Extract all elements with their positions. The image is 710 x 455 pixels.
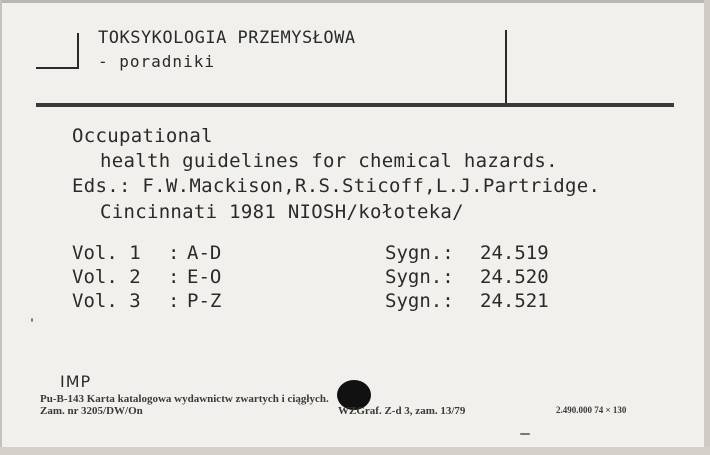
header-bracket-horizontal bbox=[36, 67, 78, 69]
volume-label: Vol. 1 bbox=[72, 242, 141, 264]
header-subtitle: - poradniki bbox=[98, 52, 215, 71]
volume-colon: : bbox=[168, 266, 180, 288]
signature-value: 24.521 bbox=[480, 290, 549, 312]
header-rule bbox=[36, 103, 674, 107]
volume-range: A-D bbox=[187, 242, 222, 264]
paper-mark bbox=[31, 318, 33, 322]
paper-mark bbox=[520, 433, 530, 435]
volume-label: Vol. 3 bbox=[72, 290, 141, 312]
footer-order-number: Zam. nr 3205/DW/On bbox=[40, 405, 143, 417]
signature-label: Sygn.: bbox=[385, 266, 454, 288]
signature-label: Sygn.: bbox=[385, 290, 454, 312]
volume-range: P-Z bbox=[187, 290, 222, 312]
signature-value: 24.519 bbox=[480, 242, 549, 264]
volume-label: Vol. 2 bbox=[72, 266, 141, 288]
card-edge-left bbox=[0, 0, 2, 455]
card-edge-right bbox=[704, 0, 710, 455]
footer-printer: WZGraf. Z-d 3, zam. 13/79 bbox=[338, 405, 466, 417]
card-edge-bottom bbox=[0, 447, 710, 455]
institution-stamp: IMP bbox=[60, 372, 92, 391]
footer-form-line: Pu-B-143 Karta katalogowa wydawnictw zwartych i ciągłych. bbox=[40, 393, 329, 405]
header-title: TOKSYKOLOGIA PRZEMYSŁOWA bbox=[98, 28, 356, 48]
volume-range: E-O bbox=[187, 266, 222, 288]
signature-value: 24.520 bbox=[480, 266, 549, 288]
record-title-line2: health guidelines for chemical hazards. bbox=[100, 150, 558, 172]
record-imprint: Cincinnati 1981 NIOSH/kołoteka/ bbox=[100, 201, 464, 223]
header-divider bbox=[505, 30, 507, 105]
header-bracket-vertical bbox=[77, 33, 79, 69]
record-editors: Eds.: F.W.Mackison,R.S.Sticoff,L.J.Partridge. bbox=[72, 175, 601, 197]
volume-colon: : bbox=[168, 242, 180, 264]
card-edge-top bbox=[0, 0, 710, 3]
record-title-line1: Occupational bbox=[72, 125, 213, 147]
footer-print-run: 2.490.000 74 × 130 bbox=[556, 405, 627, 415]
signature-label: Sygn.: bbox=[385, 242, 454, 264]
volume-colon: : bbox=[168, 290, 180, 312]
